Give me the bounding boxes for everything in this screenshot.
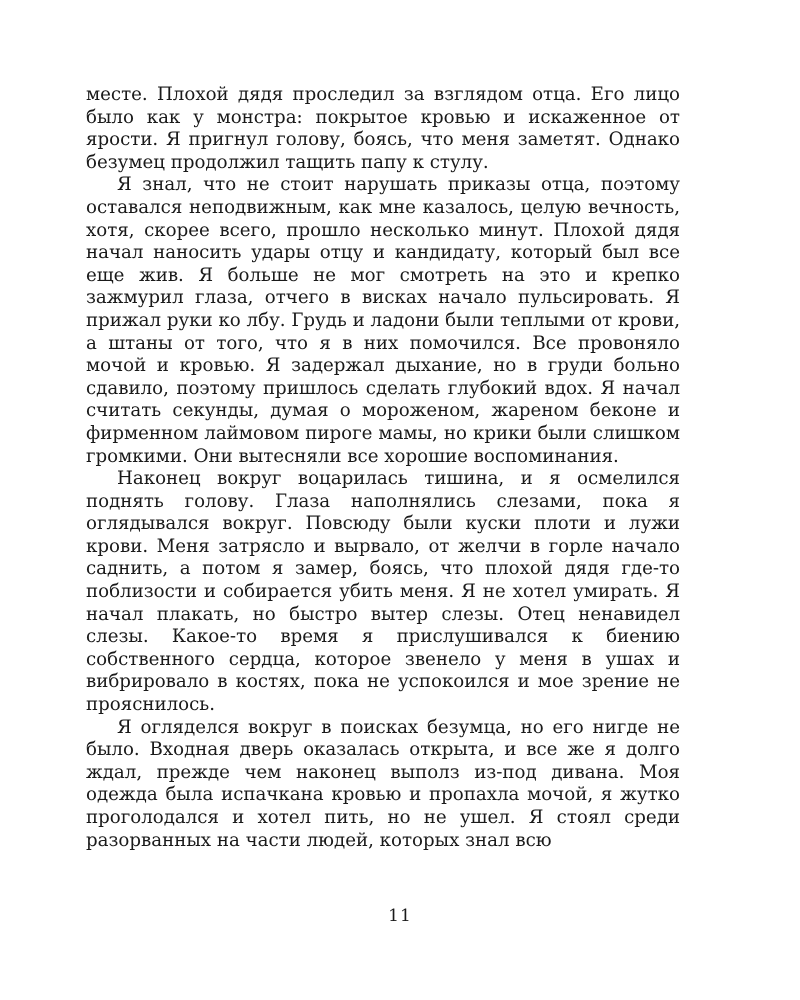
paragraph-4: Я огляделся вокруг в поисках безумца, но его нигде не было. Входная дверь оказалась открыта, и все же я долго ждал, прежде чем наконец выполз из-под дивана. Моя одежда была испачкана кровью и пропахла мочой, я жутко проголодался и хотел пить, но не ушел. Я стоял среди разорванных на части людей, которых знал всю [86,716,680,851]
page-number: 11 [388,906,412,926]
paragraph-3: Наконец вокруг воцарилась тишина, и я осмелился поднять голову. Глаза наполнялись слезами, пока я оглядывался вокруг. Повсюду были куски плоти и лужи крови. Меня затрясло и вырвало, от желчи в горле начало саднить, а потом я замер, боясь, что плохой дядя где-то поблизости и собирается убить меня. Я не хотел умирать. Я начал плакать, но быстро вытер слезы. Отец ненавидел слезы. Какое-то время я прислушивался к биению собственного сердца, которое звенело у меня в ушах и вибрировало в костях, пока не успокоился и мое зрение не прояснилось. [86,468,680,716]
paragraph-2: Я знал, что не стоит нарушать приказы отца, поэтому оставался неподвижным, как мне казалось, целую вечность, хотя, скорее всего, прошло несколько минут. Плохой дядя начал наносить удары отцу и кандидату, который был все еще жив. Я больше не мог смотреть на это и крепко зажмурил глаза, отчего в висках начало пульсировать. Я прижал руки ко лбу. Грудь и ладони были теплыми от крови, а штаны от того, что я в них помочился. Все провоняло мочой и кровью. Я задержал дыхание, но в груди больно сдавило, поэтому пришлось сделать глубокий вдох. Я начал считать секунды, думая о мороженом, жареном беконе и фирменном лаймовом пироге мамы, но крики были слишком громкими. Они вытесняли все хорошие воспоминания. [86,174,680,467]
body-text [86,84,680,852]
paragraph-1: месте. Плохой дядя проследил за взглядом отца. Его лицо было как у монстра: покрытое кровью и искаженное от ярости. Я пригнул голову, боясь, что меня заметят. Однако безумец продолжил тащить папу к стулу. [86,84,680,173]
